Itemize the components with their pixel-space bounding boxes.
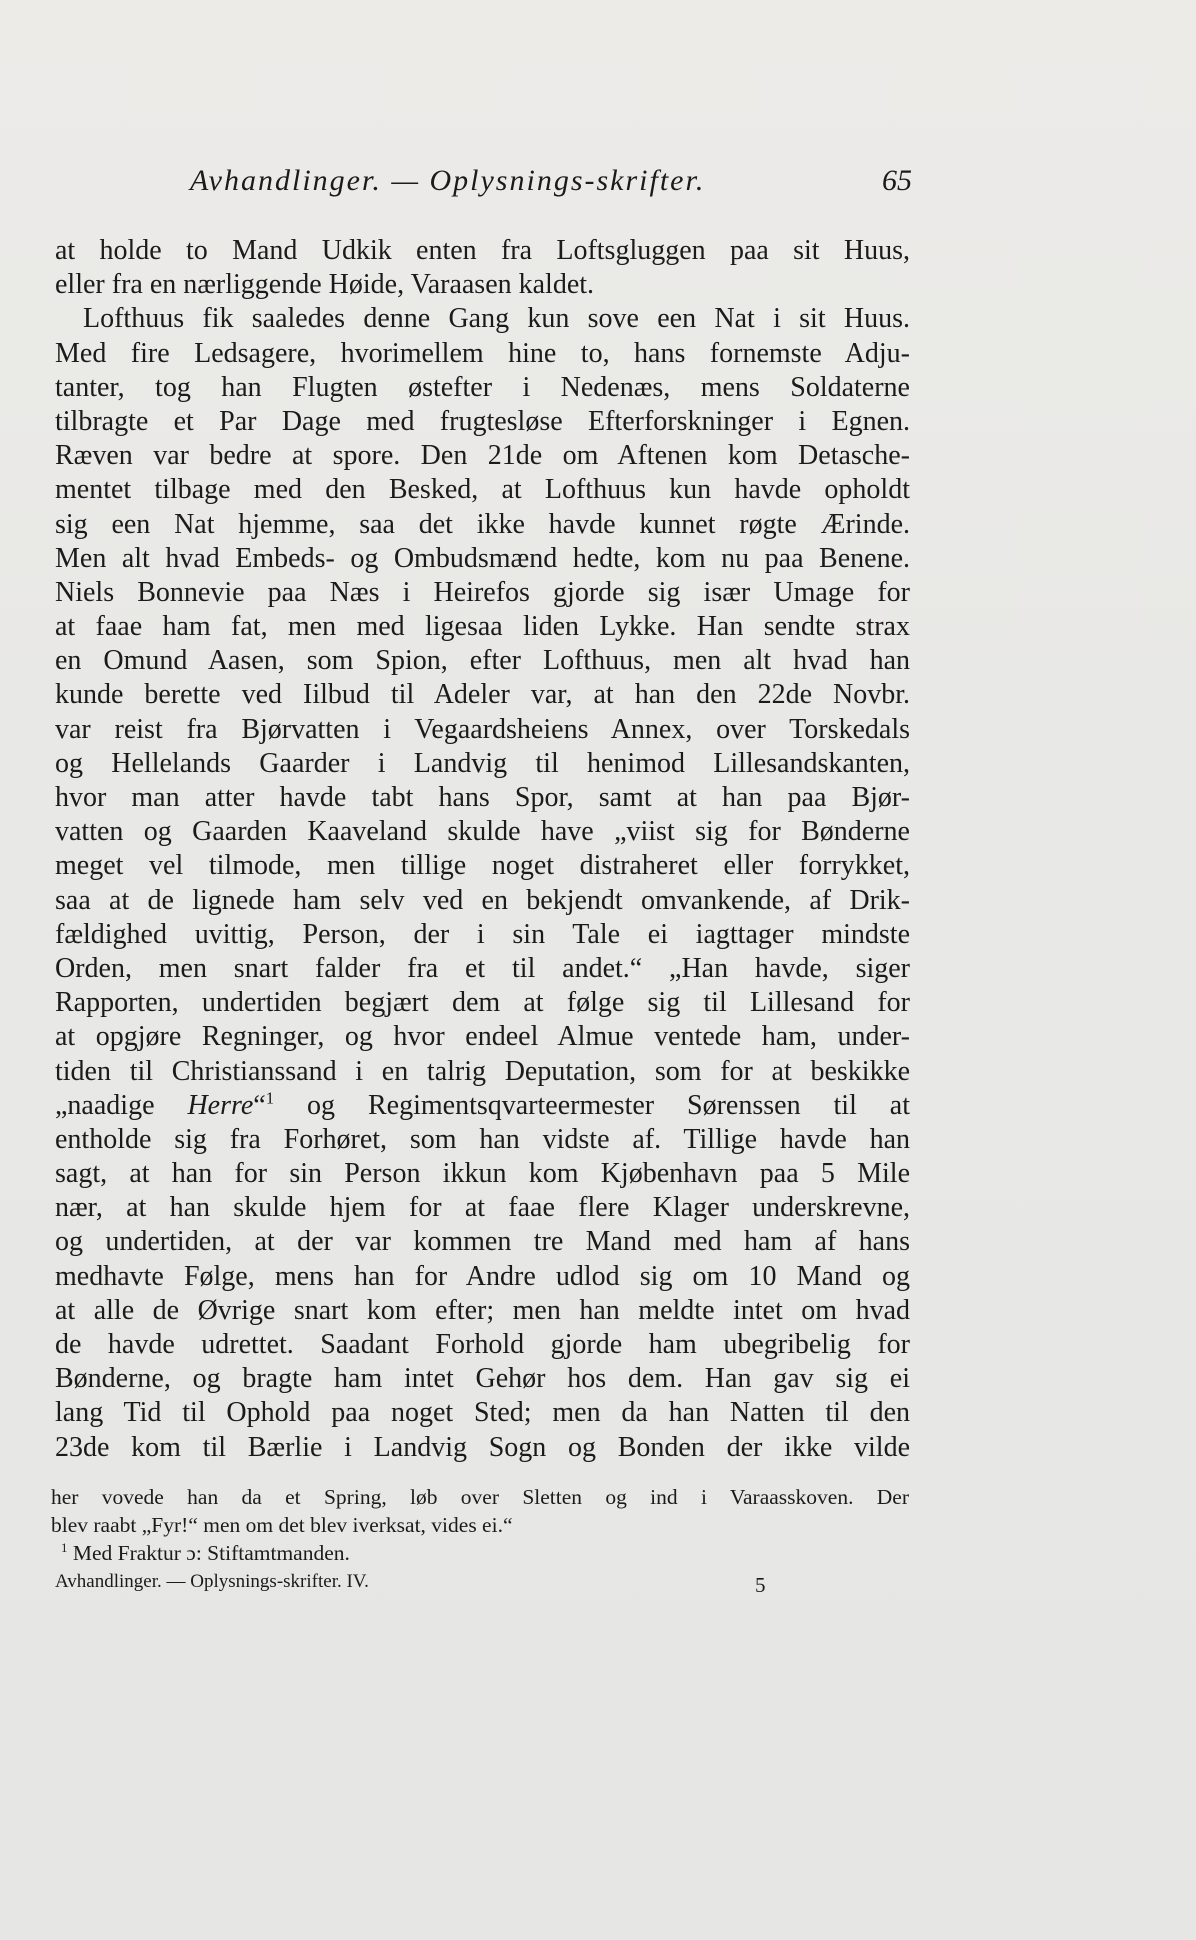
signature-number: 5 <box>755 1573 766 1597</box>
footnote-continuation-line: blev raabt „Fyr!“ men om det blev iverksat, vides ei.“ <box>51 1513 513 1537</box>
footnote-text: Med Fraktur ɔ: Stiftamtmanden. <box>67 1541 350 1565</box>
text-line: sig een Nat hjemme, saa det ikke havde kunnet røgte Ærinde. <box>55 508 910 540</box>
running-head-title: Avhandlinger. — Oplysnings-skrifter. <box>190 164 706 197</box>
text-line: Bønderne, og bragte ham intet Gehør hos dem. Han gav sig ei <box>55 1363 910 1395</box>
text-line: Niels Bonnevie paa Næs i Heirefos gjorde sig især Umage for <box>55 576 910 608</box>
text-line: at opgjøre Regninger, og hvor endeel Almue ventede ham, under- <box>55 1021 910 1053</box>
text-line: kunde berette ved Iilbud til Adeler var, at han den 22de Novbr. <box>55 679 910 711</box>
text-line: tanter, tog han Flugten østefter i Nedenæs, mens Soldaterne <box>55 371 910 403</box>
text-line: entholde sig fra Forhøret, som han vidste af. Tillige havde han <box>55 1123 910 1155</box>
printer-signature <box>55 1571 775 1599</box>
text-segment: og Regimentsqvarteermester Sørenssen til at <box>274 1089 910 1121</box>
text-line: Ræven var bedre at spore. Den 21de om Aftenen kom Detasche- <box>55 440 910 472</box>
text-line: mentet tilbage med den Besked, at Lofthuus kun havde opholdt <box>55 474 910 506</box>
italic-word: Herre <box>187 1089 254 1121</box>
text-line: hvor man atter havde tabt hans Spor, samt at han paa Bjør- <box>55 782 910 813</box>
page-number: 65 <box>882 164 912 197</box>
closing-quote: “ <box>253 1089 266 1121</box>
text-line: meget vel tilmode, men tillige noget distraheret eller forrykket, <box>55 850 910 882</box>
text-line: sagt, at han for sin Person ikkun kom Kjøbenhavn paa 5 Mile <box>55 1158 910 1190</box>
text-line: at holde to Mand Udkik enten fra Loftsgluggen paa sit Huus, <box>55 235 910 266</box>
text-line: medhavte Følge, mens han for Andre udlod sig om 10 Mand og <box>55 1260 910 1292</box>
text-line: saa at de lignede ham selv ved en bekjendt omvankende, af Drik- <box>55 884 910 916</box>
text-line: Rapporten, undertiden begjært dem at følge sig til Lillesand for <box>55 987 910 1019</box>
text-line: at faae ham fat, men med ligesaa liden Lykke. Han sendte strax <box>55 611 910 643</box>
signature-title: Avhandlinger. — Oplysnings-skrifter. IV. <box>55 1571 369 1592</box>
footnote-mark: 1 <box>61 1540 68 1555</box>
footnote-1 <box>51 1539 909 1567</box>
text-line: vatten og Gaarden Kaaveland skulde have „viist sig for Bønderne <box>55 816 910 848</box>
text-line: lang Tid til Ophold paa noget Sted; men da han Natten til den <box>55 1397 910 1429</box>
text-line <box>55 1089 910 1123</box>
text-line: og Hellelands Gaarder i Landvig til henimod Lillesandskanten, <box>55 747 910 779</box>
text-line: nær, at han skulde hjem for at faae flere Klager underskrevne, <box>55 1192 910 1224</box>
text-line: Med fire Ledsagere, hvorimellem hine to, hans fornemste Adju- <box>55 337 910 369</box>
running-head <box>190 164 912 204</box>
footnote-reference: 1 <box>265 1088 275 1108</box>
text-line: Lofthuus fik saaledes denne Gang kun sove een Nat i sit Huus. <box>83 303 910 335</box>
footnote-continuation-line: her vovede han da et Spring, løb over Sletten og ind i Varaasskoven. Der <box>51 1485 909 1509</box>
text-line: og undertiden, at der var kommen tre Mand med ham af hans <box>55 1226 910 1258</box>
text-line: tiden til Christianssand i en talrig Deputation, som for at beskikke <box>55 1055 910 1087</box>
text-line: at alle de Øvrige snart kom efter; men han meldte intet om hvad <box>55 1294 910 1326</box>
text-line: en Omund Aasen, som Spion, efter Lofthuus, men alt hvad han <box>55 645 910 677</box>
text-line: fældighed uvittig, Person, der i sin Tale ei iagttager mindste <box>55 918 910 950</box>
text-line: Orden, men snart falder fra et til andet.“ „Han havde, siger <box>55 952 910 984</box>
text-line: Men alt hvad Embeds- og Ombudsmænd hedte, kom nu paa Benene. <box>55 542 910 574</box>
text-line: de havde udrettet. Saadant Forhold gjorde ham ubegribelig for <box>55 1329 910 1360</box>
footnotes <box>51 1483 909 1567</box>
text-line: var reist fra Bjørvatten i Vegaardsheiens Annex, over Torskedals <box>55 713 910 745</box>
text-line: 23de kom til Bærlie i Landvig Sogn og Bonden der ikke vilde <box>55 1431 910 1463</box>
text-line: eller fra en nærliggende Høide, Varaasen kaldet. <box>55 269 595 301</box>
text-line: tilbragte et Par Dage med frugtesløse Efterforskninger i Egnen. <box>55 405 910 437</box>
body-text <box>55 234 910 1465</box>
text-segment: „naadige <box>55 1089 188 1121</box>
